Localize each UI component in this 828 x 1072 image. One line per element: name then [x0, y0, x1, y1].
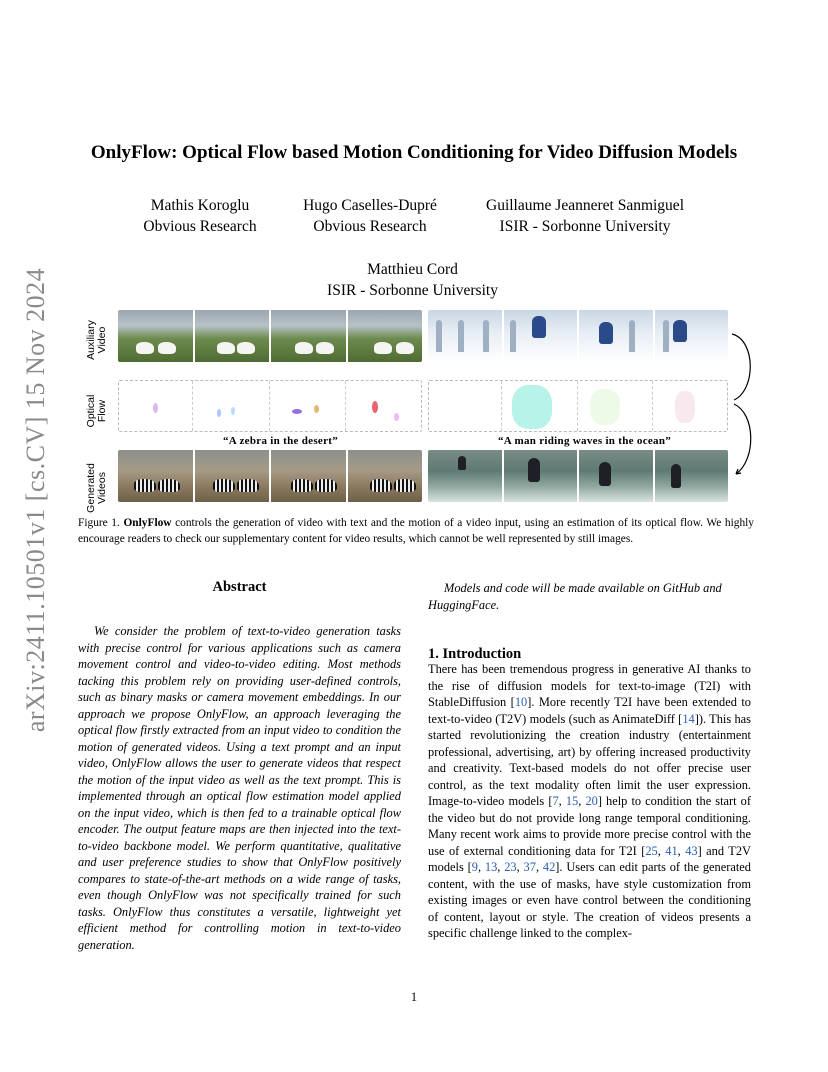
section-heading-introduction: 1. Introduction [428, 646, 522, 662]
prompt-right: “A man riding waves in the ocean” [498, 435, 672, 447]
abstract-text: We consider the problem of text-to-video generation tasks with precise control for various applications such as camera movement control and video-to-video editing. Most methods tacking this problem rely on providing user-defined controls, such as binary masks or camera movement embeddings. In our approach we propose OnlyFlow, an approach leveraging the optical flow firstly extracted from an input video to condition the motion of generated videos. Using a text prompt and an input video, OnlyFlow allows the user to generate videos that respect the motion of the input video as well as the text prompt. This is implemented through an optical flow estimation model applied on the input video, which is then fed to a trainable optical flow encoder. The output feature maps are then injected into the text-to-video backbone model. We perform quantitative, qualitative and user preference studies to show that OnlyFlow positively compares to state-of-the-art methods on a wide range of tasks, even though OnlyFlow was not specifically trained for such tasks. OnlyFlow thus constitutes a versatile, lightweight yet efficient method for controlling motion in text-to-video generation. [78, 624, 401, 952]
code-availability-note: Models and code will be made available on GitHub and HuggingFace. [428, 581, 722, 612]
row-label-auxiliary: Auxiliary Video [85, 320, 108, 360]
video-frame [504, 310, 578, 362]
flow-frame [272, 381, 346, 431]
flow-frame [195, 381, 269, 431]
citation-link[interactable]: 9 [471, 860, 478, 874]
introduction-text: There has been tremendous progress in generative AI thanks to the rise of diffusion models for text-to-image (T2I) with StableDiffusion [10]. More recently T2I have been extended to text-to-video (T2V) models (such as AnimateDiff [14]). This has started revolutionizing the creation industry (entertainment professional, advertising, art) by offering increased productivity and creativity. Text-based models do not offer precise user control, as the text modality often limit the user expression. Image-to-video models [7, 15, 20] help to condition the start of the video but do not provide long range temporal conditioning. Many recent work aims to provide more precise control with the use of external conditioning data for T2I [25, 41, 43] and T2V models [9, 13, 23, 37, 42]. Users can edit parts of the generated content, with the use of masks, have style customization from existing images or even have control between the conditioning of content, layout or style. The creation of videos presents a specific challenge linked to the complex- [428, 662, 752, 940]
video-frame [195, 450, 270, 502]
citation-link[interactable]: 20 [585, 794, 598, 808]
flow-frame [580, 381, 653, 431]
prompt-left: “A zebra in the desert” [223, 435, 339, 447]
video-frame [348, 310, 423, 362]
citation-link[interactable]: 10 [514, 695, 528, 709]
video-frame [348, 450, 423, 502]
paper-title: OnlyFlow: Optical Flow based Motion Conditioning for Video Diffusion Models [90, 142, 738, 163]
auxiliary-video-skier [428, 310, 728, 362]
citation-link[interactable]: 14 [682, 711, 695, 726]
citation-link[interactable]: 25 [645, 843, 658, 858]
page-number: 1 [410, 990, 418, 1004]
citation-link[interactable]: 7 [552, 794, 559, 808]
flow-frame [119, 381, 193, 431]
video-frame [271, 450, 346, 502]
abstract-heading: Abstract [212, 579, 267, 595]
author-block [295, 195, 445, 237]
video-frame [428, 310, 502, 362]
citation-link[interactable]: 15 [565, 794, 579, 808]
flow-frame [655, 381, 727, 431]
video-frame [271, 310, 346, 362]
author-name: Mathis Koroglu [150, 197, 250, 214]
author-name: Guillaume Jeanneret Sanmiguel [486, 197, 684, 214]
row-label-generated: Generated Videos [85, 463, 108, 513]
citation-link[interactable]: 42 [542, 860, 556, 874]
figure-caption: Figure 1. OnlyFlow controls the generation of video with text and the motion of a video input, using an estimation of its optical flow. We highly encourage readers to check our supplementary content for video results, which cannot be well represented by still images. [78, 517, 754, 545]
video-frame [579, 450, 653, 502]
optical-flow-skier [428, 380, 728, 432]
generated-video-zebras [118, 450, 422, 502]
citation-link[interactable]: 23 [504, 860, 517, 874]
author-affiliation: Obvious Research [313, 218, 427, 235]
arxiv-identifier: arXiv:2411.10501v1 [cs.CV] 15 Nov 2024 [21, 267, 50, 733]
row-label-flow: Optical Flow [85, 394, 108, 428]
flow-frame [504, 381, 577, 431]
flow-frame [348, 381, 421, 431]
video-frame [655, 450, 729, 502]
video-frame [118, 450, 193, 502]
video-frame [655, 310, 729, 362]
auxiliary-video-horses [118, 310, 422, 362]
citation-link[interactable]: 13 [484, 860, 498, 874]
video-frame [118, 310, 193, 362]
video-frame [428, 450, 502, 502]
arxiv-sidebar [6, 240, 66, 760]
video-frame [579, 310, 653, 362]
flow-frame [429, 381, 502, 431]
author-affiliation: ISIR - Sorbonne University [499, 218, 671, 235]
video-frame [504, 450, 578, 502]
video-frame [195, 310, 270, 362]
author-block [310, 259, 515, 301]
citation-link[interactable]: 43 [685, 843, 698, 858]
author-block [130, 195, 270, 237]
teaser-figure [78, 305, 758, 513]
generated-video-surfer [428, 450, 728, 502]
author-affiliation: Obvious Research [143, 218, 257, 235]
citation-link[interactable]: 41 [665, 843, 678, 858]
author-block [470, 195, 700, 237]
author-name: Matthieu Cord [367, 261, 458, 278]
flow-arrows [730, 330, 760, 480]
author-name: Hugo Caselles-Dupré [303, 197, 437, 214]
optical-flow-horses [118, 380, 422, 432]
citation-link[interactable]: 37 [523, 860, 536, 874]
author-affiliation: ISIR - Sorbonne University [327, 282, 498, 299]
